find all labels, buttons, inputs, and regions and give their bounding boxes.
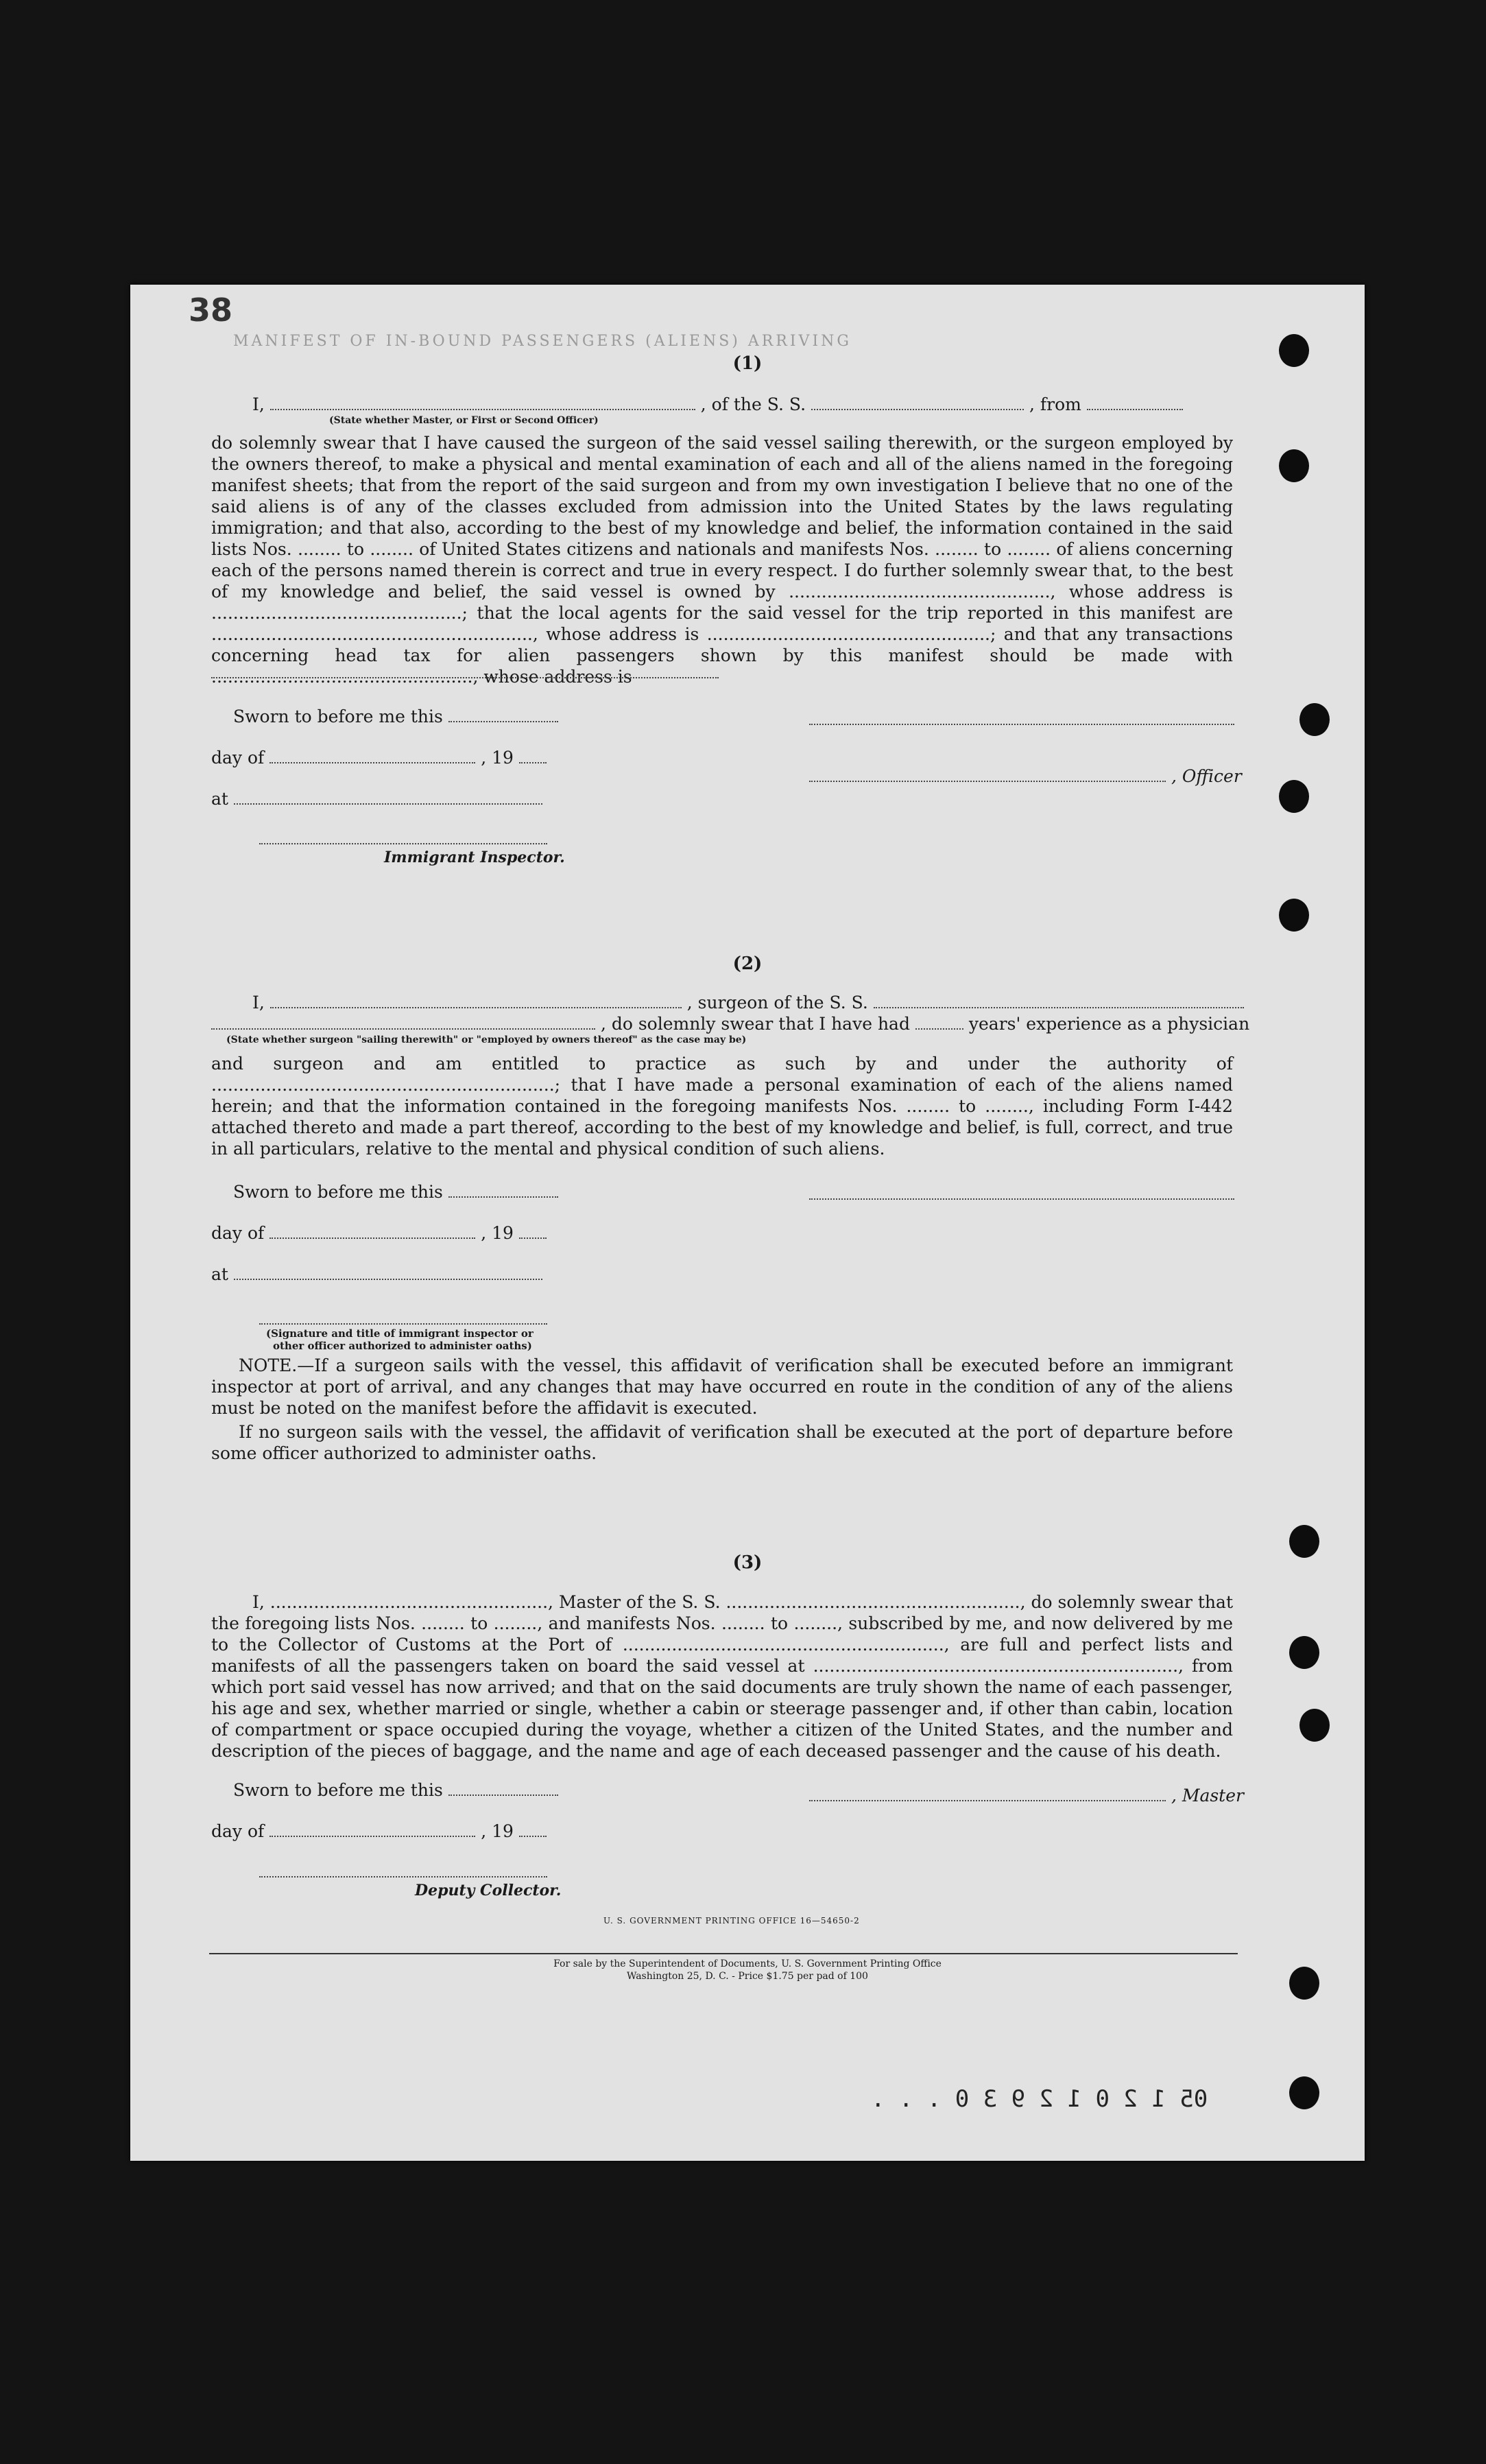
note-paragraph-1: NOTE.—If a surgeon sails with the vessel, this affidavit of verification shall be executed before an immigrant inspector at port of arrival, and any changes that may have occurred en route in the condition of any of the aliens must be noted on the manifest before the affidavit is executed. <box>211 1355 1233 1418</box>
section-2-number: (2) <box>732 953 763 974</box>
label-of-ss: , of the S. S. <box>700 394 806 414</box>
punch-hole <box>1289 1636 1319 1669</box>
years-field <box>915 1016 963 1030</box>
note-paragraph-2: If no surgeon sails with the vessel, the affidavit of verification shall be executed at the port of departure before some officer authorized to administer oaths. <box>211 1422 1233 1463</box>
at-field <box>234 791 542 805</box>
day-of-field <box>269 1225 475 1239</box>
punch-hole <box>1289 2076 1319 2109</box>
sworn-label: Sworn to before me this <box>233 707 443 726</box>
sworn-date-field <box>448 1184 558 1198</box>
sworn-label: Sworn to before me this <box>233 1182 443 1202</box>
master-label: , Master <box>1171 1786 1244 1805</box>
officer-name-field <box>270 396 695 410</box>
day-of-row-1 <box>211 748 547 768</box>
label-i: I, <box>252 993 265 1012</box>
surgeon-name-field <box>270 995 682 1008</box>
punch-hole <box>1279 899 1309 932</box>
surgeon-signature-line <box>809 1197 1234 1200</box>
year-label: , 19 <box>481 1821 514 1841</box>
surgeon-type-note: (State whether surgeon "sailing therewith" or "employed by owners thereof" as the case may be) <box>226 1034 747 1045</box>
sworn-row-3 <box>233 1780 558 1800</box>
section-1-first-line <box>252 394 1183 414</box>
section-3-oath-paragraph: I, ..................................................., Master of the S. S. ......................................................, do solemnly swear that the foregoing lists Nos. ........ to ........, and manifests Nos. ........ to ........, subscribed by me, and now delivered by me to the Collector of Customs at the Port of ..........................................................., are full and perfect lists and manifests of all the passengers taken on board the said vessel at ..................................................................., from which port said vessel has now arrived; and that on the said documents are truly shown the name of each passenger, his age and sex, whether married or single, whether a cabin or steerage passenger and, if other than cabin, location of compartment or space occupied during the voyage, whether a citizen of the United States, and the number and description of the pieces of baggage, and the name and age of each deceased passenger and the cause of his death. <box>211 1592 1233 1761</box>
printing-office-line: U. S. GOVERNMENT PRINTING OFFICE 16—54650-2 <box>603 1916 860 1926</box>
master-row <box>809 1786 1244 1805</box>
at-row-2 <box>211 1264 542 1284</box>
year-field <box>519 750 547 763</box>
at-label: at <box>211 1264 228 1284</box>
label-do-swear: , do solemnly swear that I have had <box>600 1014 910 1034</box>
officer-title-field <box>809 768 1166 782</box>
day-of-row-3 <box>211 1821 547 1841</box>
day-of-label: day of <box>211 748 265 768</box>
year-label: , 19 <box>481 1223 514 1243</box>
label-surgeon-ss: , surgeon of the S. S. <box>686 993 868 1012</box>
section-2-second-line <box>211 1014 1249 1034</box>
punch-hole <box>1299 703 1330 736</box>
sworn-date-field <box>448 709 558 722</box>
vessel-name-field <box>811 396 1024 410</box>
officer-row <box>809 766 1242 786</box>
year-field <box>519 1225 547 1239</box>
inspector-signature-line <box>259 1322 547 1325</box>
section-2-first-line <box>252 993 1244 1012</box>
section-1-number: (1) <box>732 353 763 374</box>
officer-signature-line <box>809 722 1234 725</box>
sworn-label: Sworn to before me this <box>233 1780 443 1800</box>
footer-rule <box>209 1953 1238 1954</box>
day-of-label: day of <box>211 1223 265 1243</box>
faint-bleedthrough-header: MANIFEST OF IN-BOUND PASSENGERS (ALIENS) ARRIVING <box>233 333 852 350</box>
day-of-field <box>269 1823 475 1837</box>
at-field <box>234 1266 542 1280</box>
inspector-signature-line <box>259 842 547 844</box>
deputy-collector-label: Deputy Collector. <box>415 1882 562 1899</box>
officer-label: , Officer <box>1171 766 1242 786</box>
surgeon-vessel-field <box>874 995 1244 1008</box>
sale-line-2: Washington 25, D. C. - Price $1.75 per pad of 100 <box>627 1971 868 1982</box>
signature-note-line-2: other officer authorized to administer oaths) <box>273 1340 532 1352</box>
label-years: years' experience as a physician <box>968 1014 1250 1034</box>
officer-rank-note: (State whether Master, or First or Second Officer) <box>329 415 599 426</box>
section-3-number: (3) <box>732 1552 763 1573</box>
sale-line-1: For sale by the Superintendent of Documents, U. S. Government Printing Office <box>553 1958 942 1969</box>
sworn-row-2 <box>233 1182 558 1202</box>
year-field <box>519 1823 547 1837</box>
master-signature-field <box>809 1788 1166 1801</box>
film-frame-stamp: 05 1 2 0 1 2 9 3 0 . . . <box>871 2085 1208 2113</box>
signature-note-line-1: (Signature and title of immigrant inspector or <box>266 1327 534 1340</box>
punch-hole <box>1279 449 1309 482</box>
manifest-page <box>130 285 1365 2161</box>
section-1-oath-paragraph: do solemnly swear that I have caused the surgeon of the said vessel sailing therewith, or the surgeon employed by the owners thereof, to make a physical and mental examination of each and all of the aliens named in the foregoing manifest sheets; that from the report of the said surgeon and from my own investigation I believe that no one of the said aliens is of any of the classes excluded from admission into the United States by the laws regulating immigration; and that also, according to the best of my knowledge and belief, the information contained in the said lists Nos. ........ to ........ of United States citizens and nationals and manifests Nos. ........ to ........ of aliens concerning each of the persons named therein is correct and true in every respect. I do further solemnly swear that, to the best of my knowledge and belief, the said vessel is owned by ................................................, whose address is ..............................................; that the local agents for the said vessel for the trip reported in this manifest are ..........................................................., whose address is ....................................................; and that any transactions concerning head tax for alien passengers shown by this manifest should be made with ................................................, whose address is <box>211 433 1233 687</box>
year-label: , 19 <box>481 748 514 768</box>
sworn-row-1 <box>233 707 558 726</box>
at-label: at <box>211 789 228 809</box>
page-corner-number: 38 <box>189 292 233 329</box>
head-tax-address-line <box>211 676 719 678</box>
section-2-oath-paragraph: and surgeon and am entitled to practice as such by and under the authority of ...............................................................; that I have made a personal examination of each of the aliens named herein; and that the information contained in the foregoing manifests Nos. ........ to ........, including Form I-442 attached thereto and made a part thereof, according to the best of my knowledge and belief, is full, correct, and true in all particulars, relative to the mental and physical condition of such aliens. <box>211 1054 1233 1159</box>
label-from: , from <box>1029 394 1081 414</box>
sworn-date-field <box>448 1782 558 1796</box>
immigrant-inspector-label: Immigrant Inspector. <box>384 849 565 866</box>
punch-hole <box>1279 780 1309 813</box>
day-of-label: day of <box>211 1821 265 1841</box>
deputy-signature-line <box>259 1875 547 1877</box>
day-of-row-2 <box>211 1223 547 1243</box>
surgeon-type-field <box>211 1016 595 1030</box>
label-i: I, <box>252 394 265 414</box>
departure-port-field <box>1087 396 1183 410</box>
day-of-field <box>269 750 475 763</box>
at-row-1 <box>211 789 542 809</box>
punch-hole <box>1299 1709 1330 1742</box>
